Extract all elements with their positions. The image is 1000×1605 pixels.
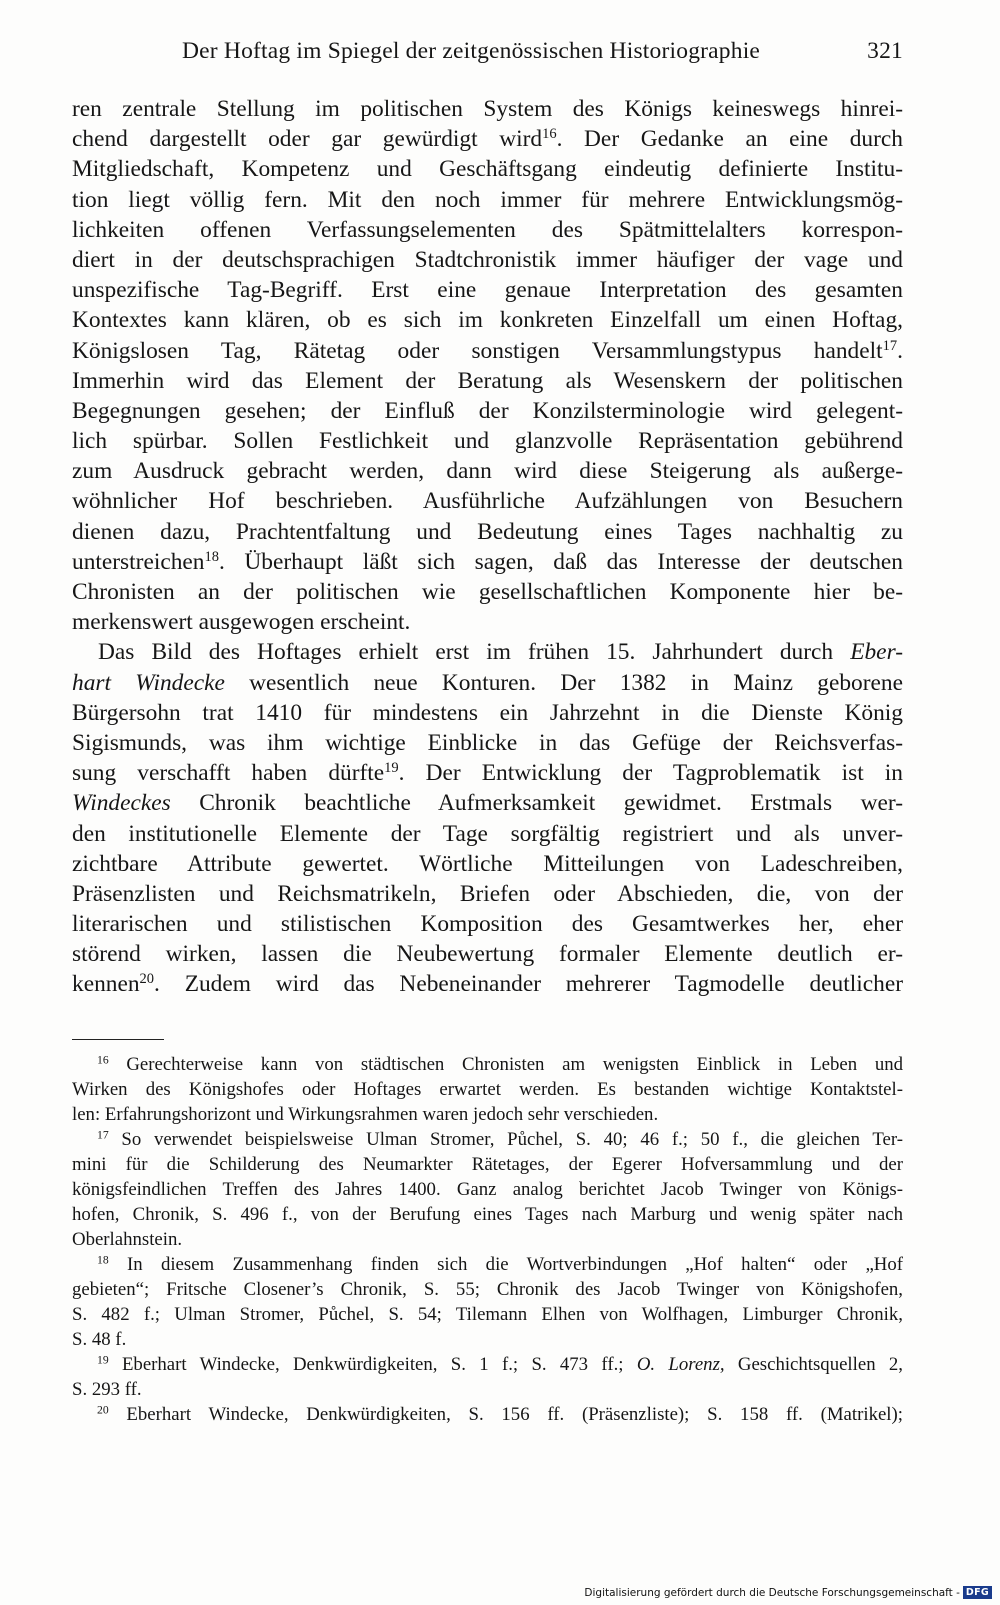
footnote-line — [72, 1152, 903, 1177]
text-run: Eberhart Windecke, Denkwürdigkeiten, S. 1 f.; S. 473 ff.; — [108, 1354, 637, 1375]
text-run: wesentlich neue Konturen. Der 1382 in Mainz geborene — [224, 669, 903, 696]
body-line — [72, 577, 903, 607]
body-line — [72, 275, 903, 305]
footnote-marker: 16 — [542, 126, 557, 143]
body-line — [72, 426, 903, 456]
text-run: Sigismunds, was ihm wichtige Einblicke in das Gefüge der Reichsverfas- — [72, 729, 903, 756]
text-run: dienen dazu, Prachtentfaltung und Bedeutung eines Tages nachhaltig zu — [72, 518, 903, 545]
text-run: . Der Gedanke an eine durch — [556, 126, 903, 153]
body-line — [72, 728, 903, 758]
text-run: Mitgliedschaft, Kompetenz und Geschäftsgang eindeutig definierte Institu- — [72, 156, 903, 183]
text-run: So verwendet beispielsweise Ulman Stromer, Půchel, S. 40; 46 f.; 50 f., die gleichen Ter- — [108, 1129, 903, 1150]
footnote-marker: 17 — [97, 1128, 109, 1142]
footnote-line — [72, 1402, 903, 1427]
body-line — [72, 939, 903, 969]
digitization-credit — [584, 1586, 992, 1599]
running-title: Der Hoftag im Spiegel der zeitgenössischen Historiographie — [182, 38, 761, 64]
footnote-marker: 16 — [97, 1053, 109, 1067]
text-run: Immerhin wird das Element der Beratung als Wesenskern der politischen — [72, 367, 903, 394]
text-run: Gerechterweise kann von städtischen Chronisten am wenigsten Einblick in Leben und — [108, 1054, 903, 1075]
italic-name: hart Windecke — [72, 669, 225, 696]
body-line — [72, 245, 903, 275]
text-run: . Der Entwicklung der Tagproblematik ist in — [398, 760, 903, 787]
text-run: den institutionelle Elemente der Tage sorgfältig registriert und als unver- — [72, 820, 903, 847]
credit-text: Digitalisierung gefördert durch die Deutsche Forschungsgemeinschaft - — [584, 1586, 960, 1599]
footnote-line — [72, 1327, 903, 1352]
text-run: kennen — [72, 971, 140, 998]
body-line — [72, 849, 903, 879]
body-line — [72, 396, 903, 426]
footnote-line — [72, 1127, 903, 1152]
text-run: literarischen und stilistischen Komposition des Gesamtwerkes her, eher — [72, 911, 903, 938]
footnote-line — [72, 1252, 903, 1277]
dfg-logo: DFG — [963, 1586, 992, 1599]
body-line — [72, 305, 903, 335]
text-run: S. 482 f.; Ulman Stromer, Půchel, S. 54; Tilemann Elhen von Wolfhagen, Limburger Chronik, — [72, 1304, 903, 1325]
text-run: Geschichtsquellen 2, — [724, 1354, 903, 1375]
text-run: zichtbare Attribute gewertet. Wörtliche Mitteilungen von Ladeschreiben, — [72, 850, 903, 877]
footnote-line — [72, 1102, 903, 1127]
body-line — [72, 668, 903, 698]
italic-name: O. Lorenz, — [636, 1354, 725, 1375]
body-line — [72, 517, 903, 547]
body-line — [72, 969, 903, 999]
text-run: Eberhart Windecke, Denkwürdigkeiten, S. 156 ff. (Präsenzliste); S. 158 ff. (Matrikel); — [108, 1404, 903, 1425]
text-run: ren zentrale Stellung im politischen System des Königs keineswegs hinrei- — [72, 96, 903, 122]
body-line — [72, 547, 903, 577]
body-line — [72, 336, 903, 366]
italic-name: Eber- — [850, 639, 903, 666]
footnote-marker: 18 — [97, 1253, 109, 1267]
body-line — [72, 486, 903, 516]
footnote-line — [72, 1077, 903, 1102]
body-line — [72, 124, 903, 154]
text-run: Das Bild des Hoftages erhielt erst im frühen 15. Jahrhundert durch — [98, 639, 851, 666]
body-line — [72, 698, 903, 728]
text-run: Oberlahnstein. — [72, 1229, 183, 1250]
footnote-line — [72, 1202, 903, 1227]
text-run: wöhnlicher Hof beschrieben. Ausführliche Aufzählungen von Besuchern — [72, 488, 903, 515]
text-run: hofen, Chronik, S. 496 f., von der Berufung eines Tages nach Marburg und wenig später nach — [72, 1204, 903, 1225]
body-text — [72, 94, 903, 1000]
text-run: len: Erfahrungshorizont und Wirkungsrahmen waren jedoch sehr verschieden. — [72, 1104, 659, 1125]
page-number: 321 — [867, 38, 903, 64]
text-run: Bürgersohn trat 1410 für mindestens ein Jahrzehnt in die Dienste König — [72, 699, 903, 726]
text-run: Begegnungen gesehen; der Einfluß der Konzilsterminologie wird gelegent- — [72, 397, 903, 424]
text-run: zum Ausdruck gebracht werden, dann wird diese Steigerung als außerge- — [72, 458, 903, 485]
text-run: chend dargestellt oder gar gewürdigt wird — [72, 126, 543, 153]
footnote-line — [72, 1177, 903, 1202]
body-line — [72, 909, 903, 939]
footnote-marker: 20 — [139, 971, 155, 988]
body-line — [72, 607, 903, 637]
text-run: diert in der deutschsprachigen Stadtchronistik immer häufiger der vage und — [72, 246, 903, 273]
text-run: . Überhaupt läßt sich sagen, daß das Interesse der deutschen — [219, 548, 903, 575]
text-run: S. 293 ff. — [72, 1379, 142, 1400]
text-run: störend wirken, lassen die Neubewertung formaler Elemente deutlich er- — [72, 941, 903, 968]
text-run: In diesem Zusammenhang finden sich die Wortverbindungen „Hof halten“ oder „Hof — [108, 1254, 903, 1275]
text-run: merkenswert ausgewogen erscheint. — [72, 609, 411, 636]
body-line — [72, 879, 903, 909]
body-line — [72, 456, 903, 486]
body-line — [72, 637, 903, 667]
footnote-line — [72, 1277, 903, 1302]
body-line — [72, 215, 903, 245]
text-run: mini für die Schilderung des Neumarkter Rätetages, der Egerer Hofversammlung und der — [72, 1154, 903, 1175]
body-line — [72, 819, 903, 849]
text-run: Königslosen Tag, Rätetag oder sonstigen Versammlungstypus handelt — [72, 337, 883, 364]
footnote-line — [72, 1052, 903, 1077]
body-line — [72, 366, 903, 396]
text-run: gebieten“; Fritsche Closener’s Chronik, S. 55; Chronik des Jacob Twinger von Königshofen, — [72, 1279, 903, 1300]
text-run: Chronisten an der politischen wie gesellschaftlichen Komponente hier be- — [72, 579, 903, 605]
text-run: sung verschafft haben dürfte — [72, 760, 385, 787]
text-run: Chronik beachtliche Aufmerksamkeit gewidmet. Erstmals wer- — [170, 790, 903, 817]
body-line — [72, 758, 903, 788]
text-run: unspezifische Tag-Begriff. Erst eine genaue Interpretation des gesamten — [72, 277, 903, 304]
footnote-marker: 20 — [97, 1403, 109, 1417]
footnote-marker: 17 — [882, 337, 898, 354]
text-run: königsfeindlichen Treffen des Jahres 1400. Ganz analog berichtet Jacob Twinger von Königs- — [72, 1179, 903, 1200]
text-run: Wirken des Königshofes oder Hoftages erwartet werden. Es bestanden wichtige Kontaktstel- — [72, 1079, 903, 1100]
body-line — [72, 185, 903, 215]
footnote-marker: 19 — [97, 1353, 109, 1367]
footnote-line — [72, 1227, 903, 1252]
footnote-marker: 19 — [384, 760, 399, 777]
text-run: tion liegt völlig fern. Mit den noch immer für mehrere Entwicklungsmög- — [72, 186, 903, 213]
footnote-line — [72, 1352, 903, 1377]
footnotes — [72, 1052, 903, 1427]
text-run: Kontextes kann klären, ob es sich im konkreten Einzelfall um einen Hoftag, — [72, 307, 903, 334]
footnote-divider — [72, 1039, 164, 1040]
text-run: . Zudem wird das Nebeneinander mehrerer Tagmodelle deutlicher — [154, 971, 903, 998]
italic-name: Windeckes — [72, 790, 171, 817]
body-line — [72, 788, 903, 818]
body-line — [72, 94, 903, 124]
footnote-line — [72, 1377, 903, 1402]
text-run: lich spürbar. Sollen Festlichkeit und glanzvolle Repräsentation gebührend — [72, 428, 903, 455]
footnote-marker: 18 — [204, 548, 219, 565]
body-line — [72, 154, 903, 184]
text-run: unterstreichen — [72, 548, 205, 575]
text-run: . — [897, 337, 903, 364]
text-run: Präsenzlisten und Reichsmatrikeln, Briefen oder Abschieden, die, von der — [72, 880, 903, 907]
footnote-line — [72, 1302, 903, 1327]
text-run: S. 48 f. — [72, 1329, 127, 1350]
text-run: lichkeiten offenen Verfassungselementen des Spätmittelalters korrespon- — [72, 216, 903, 243]
